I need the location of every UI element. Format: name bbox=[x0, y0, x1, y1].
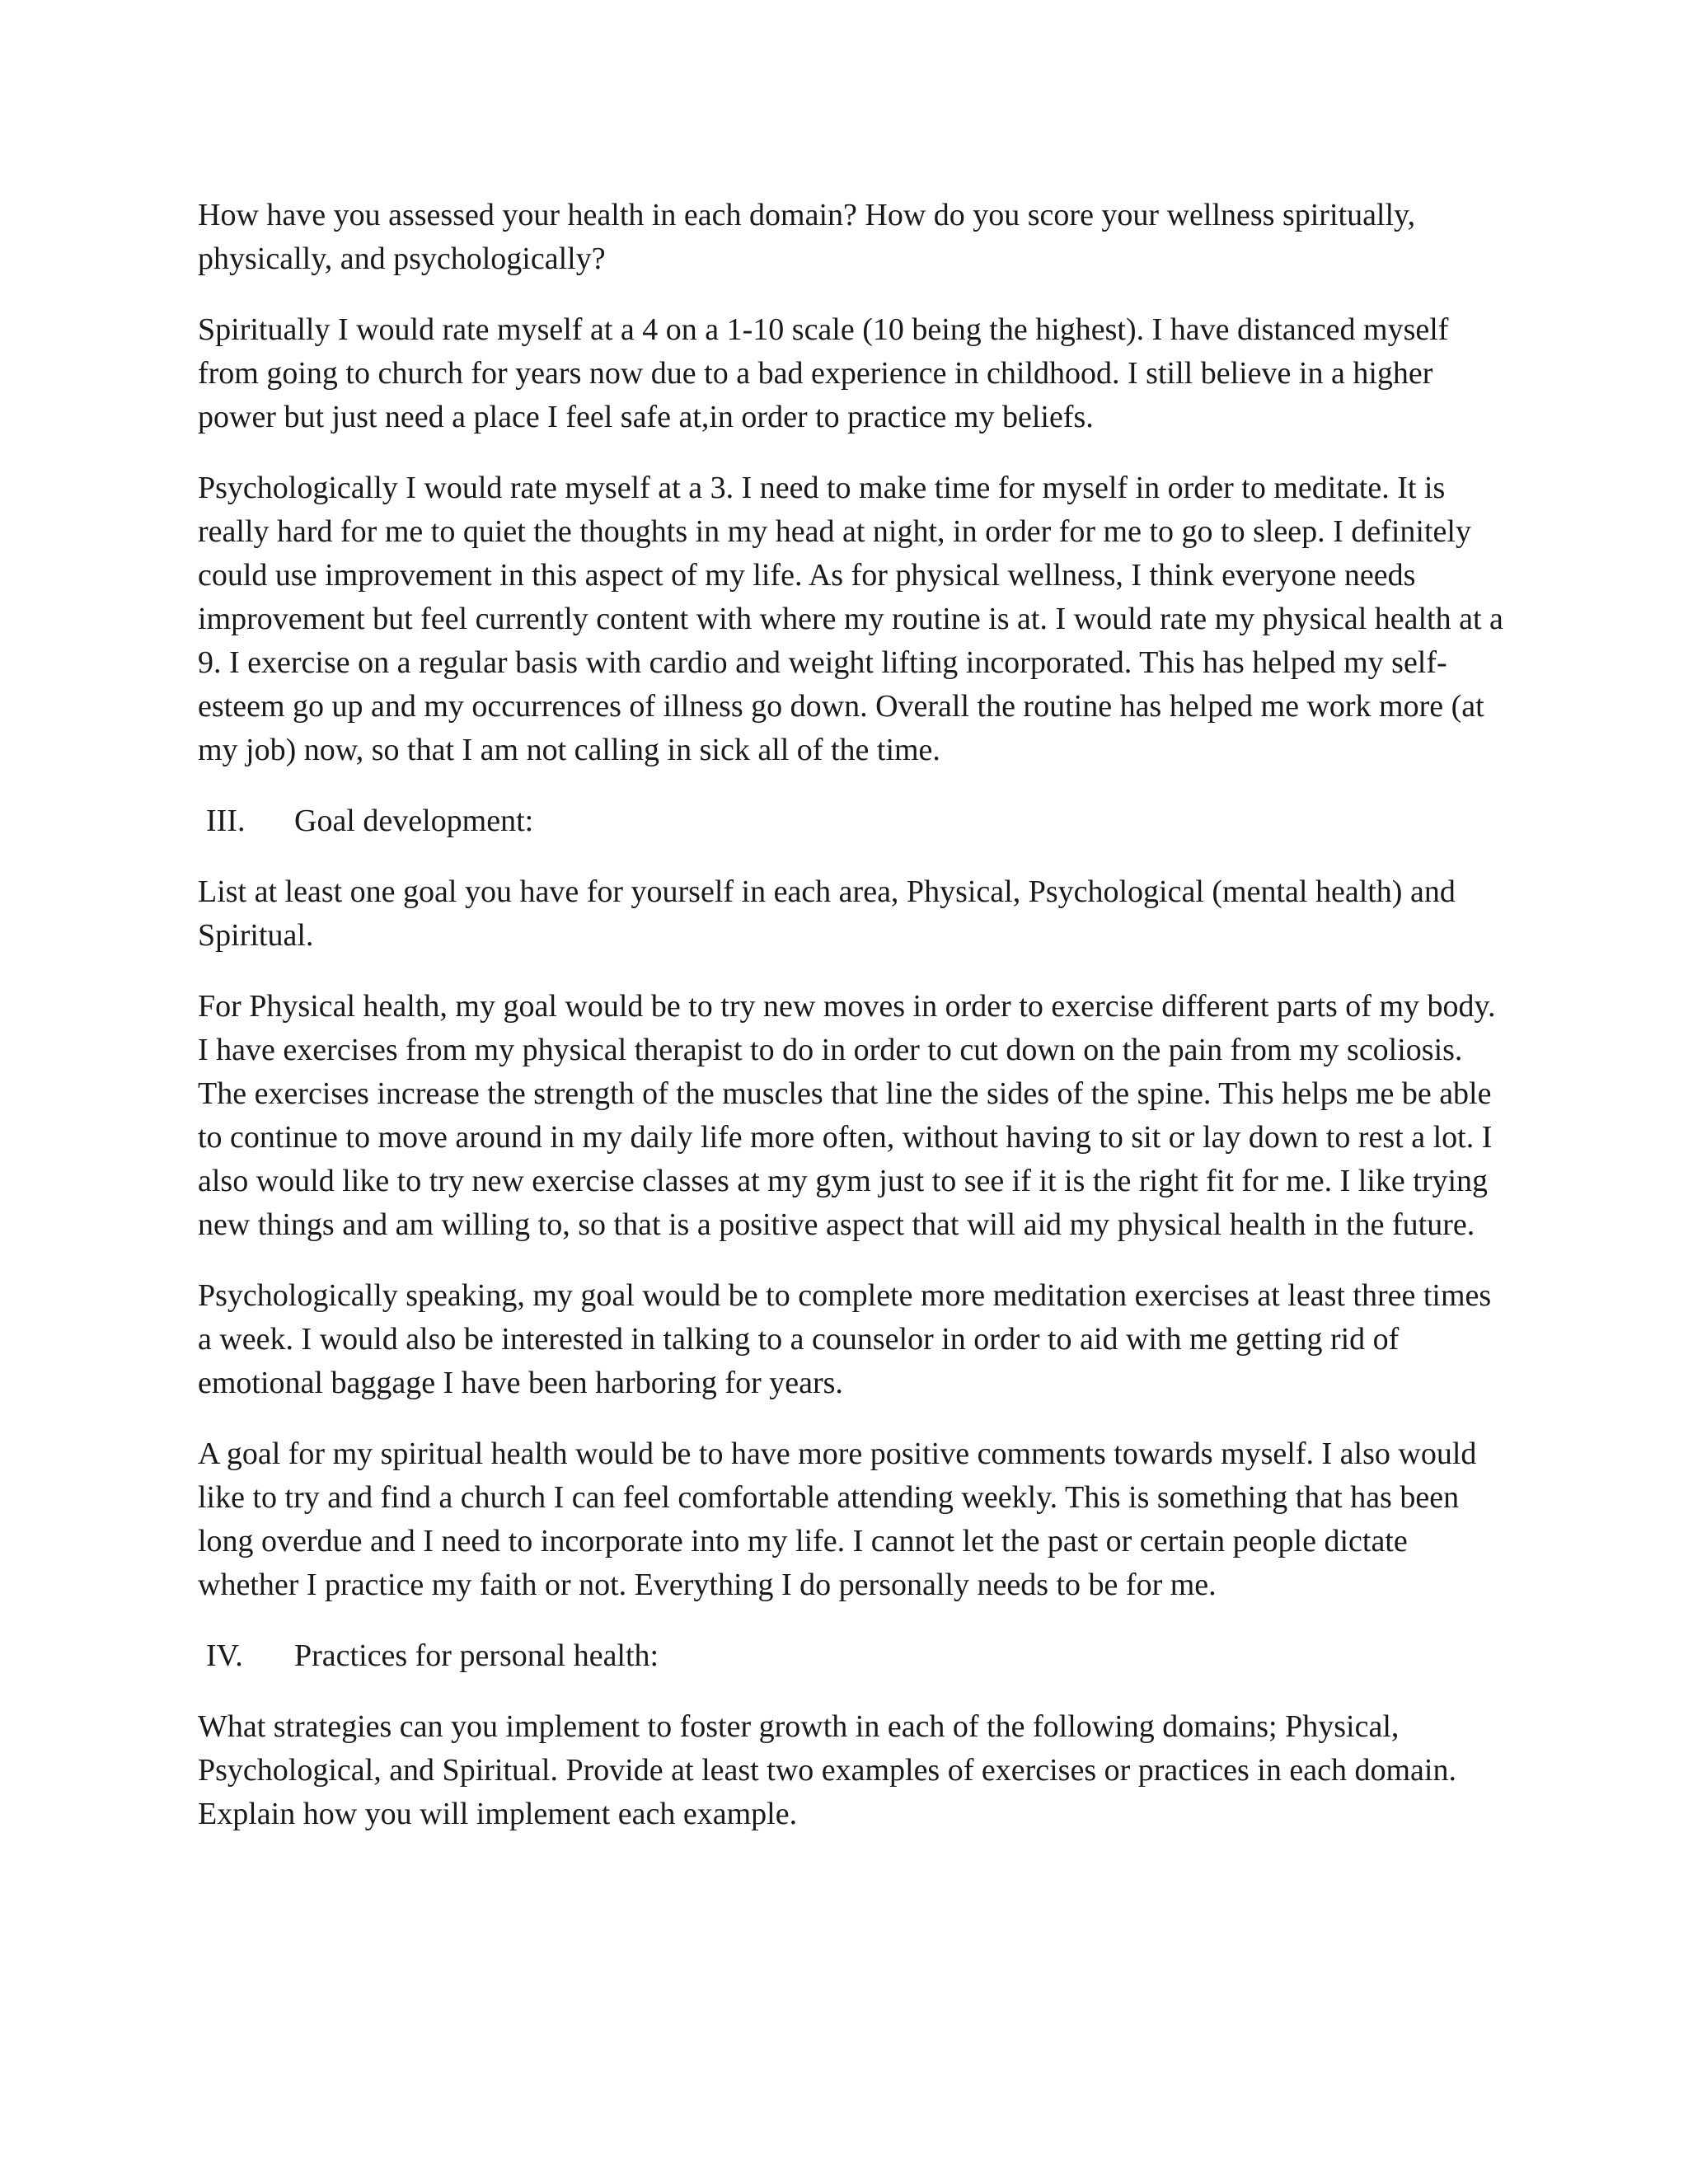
question-strategies: What strategies can you implement to foster growth in each of the following domains; Physical, Psychological, and Spiritual. Provide at least two examples of exercises or practices in each domain. Explain how you will implement each example. bbox=[198, 1709, 1456, 1831]
answer-physical-goal: For Physical health, my goal would be to try new moves in order to exercise different parts of my body. I have exercises from my physical therapist to do in order to cut down on the pain from my scoliosis. The exercises increase the strength of the muscles that line the sides of the spine. This helps me be able to continue to move around in my daily life more often, without having to sit or lay down to rest a lot. I also would like to try new exercise classes at my gym just to see if it is the right fit for me. I like trying new things and am willing to, so that is a positive aspect that will aid my physical health in the future. bbox=[198, 989, 1496, 1242]
section-title: Practices for personal health: bbox=[294, 1638, 659, 1673]
question-goals: List at least one goal you have for yourself in each area, Physical, Psychological (mental health) and Spiritual. bbox=[198, 874, 1456, 953]
answer-spiritual-rating: Spiritually I would rate myself at a 4 on a 1-10 scale (10 being the highest). I have distanced myself from going to church for years now due to a bad experience in childhood. I still believe in a higher power but just need a place I feel safe at,in order to practice my beliefs. bbox=[198, 312, 1449, 434]
section-heading-goal-development bbox=[198, 799, 1508, 843]
answer-psychological-goal: Psychologically speaking, my goal would be to complete more meditation exercises at least three times a week. I would also be interested in talking to a counselor in order to aid with me getting rid of emotional baggage I have been harboring for years. bbox=[198, 1278, 1492, 1400]
section-number: III. bbox=[206, 804, 246, 838]
answer-psychological-physical-rating: Psychologically I would rate myself at a 3. I need to make time for myself in order to meditate. It is really hard for me to quiet the thoughts in my head at night, in order for me to go to sleep. I definitely could use improvement in this aspect of my life. As for physical wellness, I think everyone needs improvement but feel currently content with where my routine is at. I would rate my physical health at a 9. I exercise on a regular basis with cardio and weight lifting incorporated. This has helped my self-esteem go up and my occurrences of illness go down. Overall the routine has helped me work more (at my job) now, so that I am not calling in sick all of the time. bbox=[198, 471, 1503, 767]
answer-spiritual-goal: A goal for my spiritual health would be to have more positive comments towards myself. I also would like to try and find a church I can feel comfortable attending weekly. This is something that has been long overdue and I need to incorporate into my life. I cannot let the past or certain people dictate whether I practice my faith or not. Everything I do personally needs to be for me. bbox=[198, 1436, 1477, 1602]
document-body bbox=[198, 194, 1508, 1863]
section-heading-practices bbox=[198, 1634, 1508, 1678]
question-assessment: How have you assessed your health in each domain? How do you score your wellness spiritually, physically, and psychologically? bbox=[198, 198, 1416, 276]
section-title: Goal development: bbox=[294, 804, 534, 838]
section-number: IV. bbox=[206, 1638, 243, 1673]
